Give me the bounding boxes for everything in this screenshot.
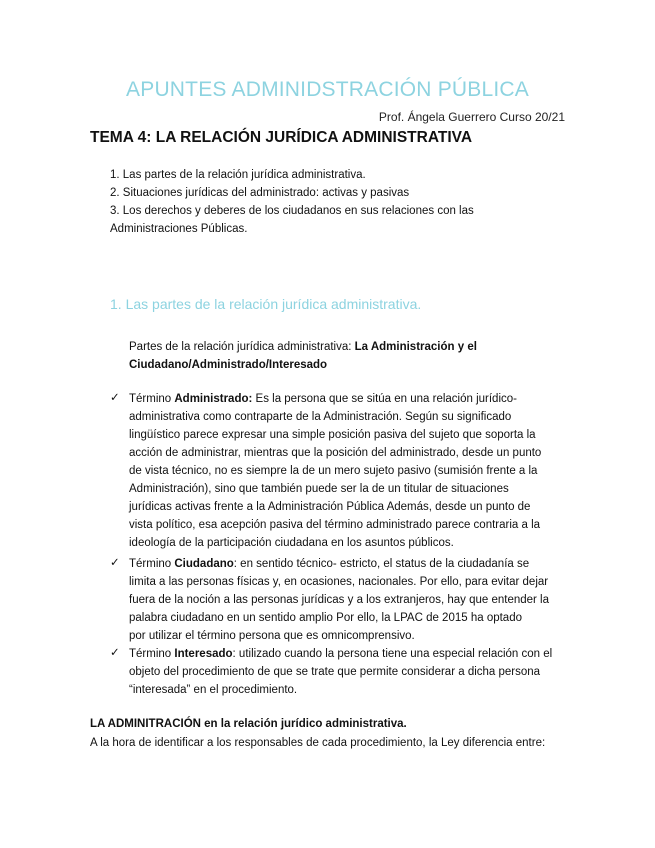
bullet-line: lingüístico parece expresar una simple posición pasiva del sujeto que soporta la [129, 429, 536, 441]
bullet-lead: Término [129, 648, 175, 660]
bullet-line: fuera de la noción a las personas jurídicas y a los extranjeros, hay que entender la [129, 594, 550, 606]
checkmark-icon: ✓ [110, 647, 120, 659]
bullet-term: Interesado [174, 648, 233, 660]
toc-item-3-cont: Administraciones Públicas. [110, 223, 248, 235]
bullet-line: Administración), sino que también puede ser la de un titular de situaciones [129, 483, 509, 495]
checkmark-icon: ✓ [110, 392, 120, 404]
bullet-lead: Término [129, 558, 175, 570]
bullet-interesado [129, 645, 552, 699]
bullet-ciudadano [129, 555, 549, 645]
section-1-intro [129, 338, 477, 374]
bullet-administrado [129, 390, 541, 552]
bullet-line: “interesada” en el procedimiento. [129, 684, 298, 696]
admin-section-heading: LA ADMINITRACIÓN en la relación jurídico administrativa. [90, 718, 407, 730]
bullet-line: : en sentido técnico- estricto, el status de la ciudadanía se [233, 558, 530, 570]
bullet-line: objeto del procedimiento de que se trate que permite considerar a dicha persona [129, 666, 541, 678]
toc-item-3: 3. Los derechos y deberes de los ciudadanos en sus relaciones con las [110, 205, 474, 217]
author-line: Prof. Ángela Guerrero Curso 20/21 [378, 110, 565, 124]
checkmark-icon: ✓ [110, 557, 120, 569]
intro-bold-2: Ciudadano/Administrado/Interesado [129, 359, 328, 371]
bullet-line: administrativa como contraparte de la Administración. Según su significado [129, 411, 512, 423]
bullet-line: de vista técnico, no es siempre la de un mero sujeto pasivo (sumisión frente a la [129, 465, 538, 477]
bullet-line: ideología de la participación ciudadana en los asuntos públicos. [129, 537, 454, 549]
bullet-line: limita a las personas físicas y, en ocasiones, nacionales. Por ello, para evitar dejar [129, 576, 549, 588]
bullet-line: acción de administrar, mientras que la posición del administrado, desde un punto [129, 447, 542, 459]
bullet-lead: Término [129, 393, 175, 405]
bullet-line: Es la persona que se sitúa en una relación jurídico- [252, 393, 517, 405]
bullet-line: jurídicas activas frente a la Administración Pública Además, desde un punto de [129, 501, 531, 513]
intro-bold-1: La Administración y el [354, 341, 477, 353]
intro-text: Partes de la relación jurídica administrativa: [129, 341, 355, 353]
document-title: APUNTES ADMINIDSTRACIÓN PÚBLICA [126, 78, 529, 101]
bullet-term: Ciudadano [174, 558, 234, 570]
tema-heading: TEMA 4: LA RELACIÓN JURÍDICA ADMINISTRATIVA [90, 129, 473, 146]
bullet-line: por utilizar el término persona que es omnicomprensivo. [129, 630, 415, 642]
bullet-line: vista político, esa acepción pasiva del término administrado parece contraria a la [129, 519, 541, 531]
toc-item-2: 2. Situaciones jurídicas del administrado: activas y pasivas [110, 187, 410, 199]
bullet-line: palabra ciudadano en un sentido amplio Por ello, la LPAC de 2015 ha optado [129, 612, 522, 624]
section-1-heading: 1. Las partes de la relación jurídica administrativa. [110, 296, 422, 312]
bullet-line: : utilizado cuando la persona tiene una especial relación con el [232, 648, 553, 660]
bullet-term: Administrado: [174, 393, 253, 405]
toc-item-1: 1. Las partes de la relación jurídica administrativa. [110, 169, 366, 181]
admin-section-text: A la hora de identificar a los responsables de cada procedimiento, la Ley diferencia entre: [90, 737, 546, 749]
